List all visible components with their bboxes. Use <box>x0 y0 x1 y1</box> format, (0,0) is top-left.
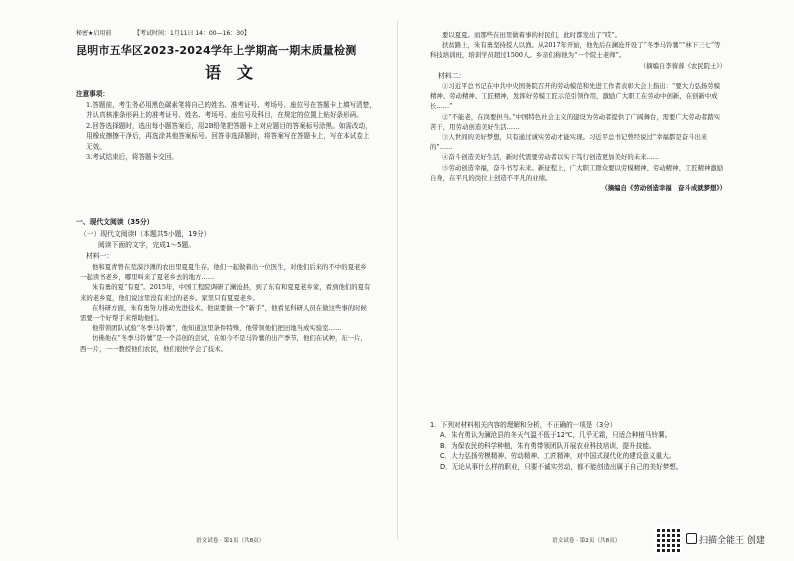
material-paragraph: ⑤劳动创造幸福，奋斗书写未来。新征程上，广大职工群众要以劳模精神、劳动精神、工匠精神激励自身，在平凡的岗位上创造不平凡的业绩。 <box>430 163 724 182</box>
option-b: B．为保农民的科学种植，朱有勇带领团队开展农业科技培训，提升技能。 <box>440 441 656 450</box>
passage-source: （摘编自李蓉蓉《农民院士》） <box>639 61 726 70</box>
note-item: 1.答题前，考生务必用黑色碳素笔将自己的姓名、准考证号、考场号、座位号在答题卡上填写清楚，并认真核准条形码上的准考证号、姓名、考场号、座位号及科目，在规定的位置上贴好条形码。 <box>86 101 376 120</box>
section-heading: 一、现代文阅读（35分） <box>76 218 154 226</box>
material-paragraph: ③人世间的美好梦想，只有通过诚实劳动才能实现。习近平总书记曾经说过“幸福都是奋斗出来的”…… <box>430 133 708 152</box>
passage-paragraph: 他和夏青曾在荒漠沙滩的农田里夏夏生存。他们一起做着出一位医生，对他们后来的不中的夏老乡一起读书老乡，哪里叫来了夏老乡去的地方…… <box>80 263 367 282</box>
secret-label: 秘密★启用前 <box>76 30 112 37</box>
scanner-watermark <box>686 533 765 546</box>
passage-paragraph: 他带领团队试验“冬季马铃薯”，他知道这里条件特殊，他带领他们把田地当成实验室…… <box>92 324 342 333</box>
exam-title: 昆明市五华区2023-2024学年上学期高一期末质量检测 <box>76 44 357 57</box>
material-source: （摘编自《劳动创造幸福 奋斗成就梦想》） <box>601 184 726 193</box>
question-stem: 1．下列对材料相关内容的理解和分析，不正确的一项是（3分） <box>430 421 617 429</box>
passage-paragraph: 仿佛他在“冬季马铃薯”是一个首创的尝试，在如今不是马铃薯的出产季节，他们在试种，东一片，西一片，一一教授他们农民，他们很快学会了技术。 <box>80 334 367 353</box>
qr-code-icon <box>655 527 681 553</box>
passage-paragraph: 扶贫路上，朱有勇坚持授人以渔。从2017年开始，他先后在澜沧开设了“冬季马铃薯”“林下三七”等科技培训班，培训学员超过1500人。乡亲们称他为“一个院士老师”。 <box>430 41 721 60</box>
option-d: D．无论从事什么样的职业，只要不诚实劳动，都不能创造出属于自己的美好梦想。 <box>440 462 683 471</box>
material-two-label: 材料二： <box>438 71 466 80</box>
page-footer-left: 语文试卷 · 第1页（共8页） <box>196 538 265 544</box>
subsection-heading: （一）现代文阅读Ⅰ（本题共5小题，19分） <box>80 230 211 238</box>
passage-paragraph: 在科研方面，朱有勇努力推动先进技术。他说要做一个“新手”，他看见科研人员在做这些事的时候需要一个好帮手来帮助他们。 <box>80 303 367 323</box>
passage-paragraph: 要以夏夏。而那些在田里做着事的村民们，此时都发出了“哎”。 <box>442 31 622 39</box>
page-divider <box>397 20 398 540</box>
option-a: A．朱有勇认为澜沧县的冬天气温不低于12℃，几乎无霜，只适合种植马铃薯。 <box>440 431 672 440</box>
scanner-app-icon <box>686 533 697 544</box>
material-paragraph: ①习近平总书记在中共中央国务院召开的劳动模范和先进工作者表彰大会上指出：“要大力弘扬劳模精神、劳动精神、工匠精神，发挥好劳模工匠示范引领作用，激励广大职工在劳动中创新，在创新中成长……” <box>430 82 721 111</box>
note-item: 2.回答选择题时，选出每小题答案后，用2B铅笔把答题卡上对应题目的答案标号涂黑。如需改动，用橡皮擦擦干净后，再选涂其他答案标号。回答非选择题时，将答案写在答题卡上，写在本试卷上无效。 <box>86 121 372 151</box>
page-footer-right: 语文试卷 · 第2页（共8页） <box>552 538 621 544</box>
question-1 <box>430 420 726 472</box>
material-paragraph: ②“不能老，在岗要担当。”中国特色社会主义的建设为劳动者提供了广阔舞台，需要广大劳动者踏实苦干，用劳动创造美好生活…… <box>430 112 721 131</box>
material-paragraph: ④奋斗创造美好生活，新时代需要劳动者以实干笃行创造更加美好的未来…… <box>442 153 660 162</box>
option-c: C．大力弘扬劳模精神、劳动精神、工匠精神，对中国式现代化的建设意义重大。 <box>440 452 676 461</box>
subject-title: 语文 <box>205 63 270 82</box>
exam-time: 【考试时间：1月11日 14：00—16：30】 <box>134 30 250 37</box>
notes-heading: 注意事项： <box>76 90 109 98</box>
material-one-label: 材料一： <box>86 252 114 260</box>
passage-right <box>430 30 726 193</box>
passage-paragraph: 朱有勇的夏“有夏”。2015年，中国工程院调研了澜沧县，到了东有和夏夏老乡家，看到他们的夏有来的老乡夏，他们说这里没有来过的老乡。家里只有夏夏老乡。 <box>80 283 371 302</box>
notes-list <box>86 100 376 162</box>
passage-left <box>80 262 372 354</box>
note-item: 3.考试结束后，将答题卡交回。 <box>86 153 179 162</box>
reading-instruction: 阅读下面的文字，完成1～5题。 <box>98 241 196 249</box>
scanner-label: 扫描全能王 创建 <box>699 536 765 546</box>
